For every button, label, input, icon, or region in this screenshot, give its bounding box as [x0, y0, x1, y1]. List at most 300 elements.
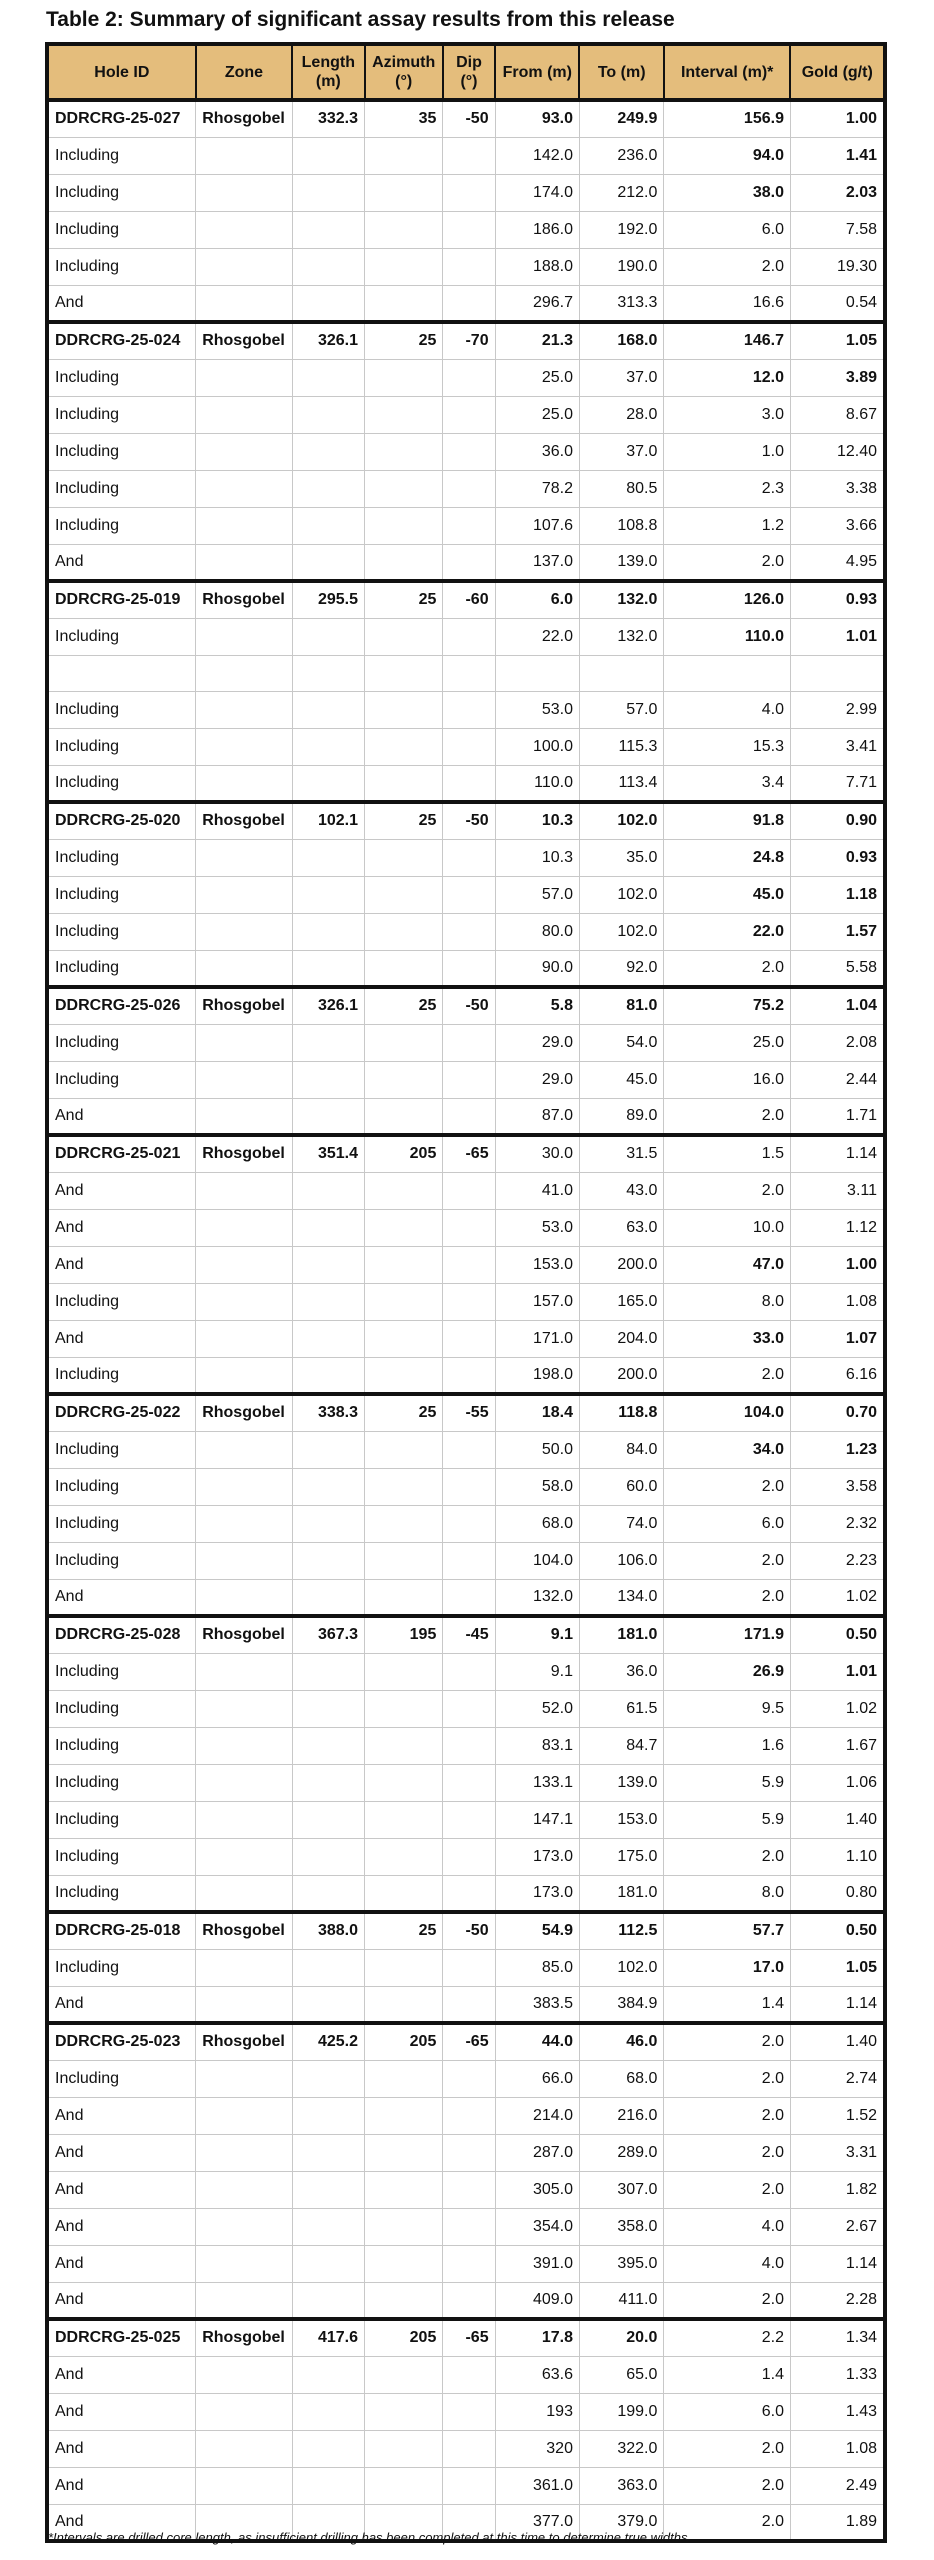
length-cell: [292, 1283, 364, 1320]
interval-cell: 22.0: [664, 913, 791, 950]
dip-cell: [443, 211, 495, 248]
gold-cell: 0.70: [790, 1394, 885, 1431]
to-cell: 249.9: [579, 100, 663, 137]
table-row-hole: [47, 987, 885, 1024]
row-label-cell: [47, 655, 196, 691]
row-label-cell: And: [47, 1579, 196, 1616]
length-cell: 326.1: [292, 322, 364, 359]
from-cell: 44.0: [495, 2023, 579, 2060]
interval-cell: 2.0: [664, 1098, 791, 1135]
dip-cell: [443, 2356, 495, 2393]
interval-cell: 34.0: [664, 1431, 791, 1468]
azimuth-cell: [365, 544, 443, 581]
table-row-sub-interval: [47, 174, 885, 211]
zone-cell: [196, 1838, 292, 1875]
dip-cell: [443, 1875, 495, 1912]
interval-cell: 94.0: [664, 137, 791, 174]
to-cell: 61.5: [579, 1690, 663, 1727]
interval-cell: 4.0: [664, 2245, 791, 2282]
from-cell: 6.0: [495, 581, 579, 618]
gold-cell: 19.30: [790, 248, 885, 285]
azimuth-cell: 205: [365, 2319, 443, 2356]
zone-cell: [196, 211, 292, 248]
zone-cell: [196, 765, 292, 802]
table-row-sub-interval: [47, 1838, 885, 1875]
dip-cell: [443, 174, 495, 211]
length-cell: [292, 2430, 364, 2467]
zone-cell: [196, 1801, 292, 1838]
from-cell: 174.0: [495, 174, 579, 211]
table-row-sub-interval: [47, 1357, 885, 1394]
azimuth-cell: [365, 1653, 443, 1690]
length-cell: [292, 285, 364, 322]
length-cell: [292, 2134, 364, 2171]
length-cell: [292, 211, 364, 248]
gold-cell: 3.38: [790, 470, 885, 507]
table-row-sub-interval: [47, 2171, 885, 2208]
dip-cell: [443, 1690, 495, 1727]
interval-cell: 2.0: [664, 2060, 791, 2097]
hole-id-cell: DDRCRG-25-025: [47, 2319, 196, 2356]
row-label-cell: Including: [47, 1061, 196, 1098]
interval-cell: 8.0: [664, 1875, 791, 1912]
zone-cell: Rhosgobel: [196, 581, 292, 618]
azimuth-cell: [365, 1024, 443, 1061]
table-row-hole: [47, 1912, 885, 1949]
gold-cell: [790, 655, 885, 691]
length-cell: [292, 1727, 364, 1764]
from-cell: 41.0: [495, 1172, 579, 1209]
zone-cell: [196, 728, 292, 765]
from-cell: 29.0: [495, 1024, 579, 1061]
dip-cell: [443, 618, 495, 655]
interval-cell: 171.9: [664, 1616, 791, 1653]
to-cell: 46.0: [579, 2023, 663, 2060]
dip-cell: [443, 1246, 495, 1283]
interval-cell: 146.7: [664, 322, 791, 359]
table-row-sub-interval: [47, 1875, 885, 1912]
interval-cell: 91.8: [664, 802, 791, 839]
gold-cell: 2.49: [790, 2467, 885, 2504]
hole-id-cell: DDRCRG-25-026: [47, 987, 196, 1024]
row-label-cell: And: [47, 2208, 196, 2245]
length-cell: [292, 1431, 364, 1468]
row-label-cell: Including: [47, 507, 196, 544]
gold-cell: 1.08: [790, 2430, 885, 2467]
dip-cell: [443, 1653, 495, 1690]
azimuth-cell: [365, 1098, 443, 1135]
gold-cell: 1.00: [790, 100, 885, 137]
azimuth-cell: [365, 137, 443, 174]
gold-cell: 1.02: [790, 1690, 885, 1727]
from-cell: 137.0: [495, 544, 579, 581]
azimuth-cell: 25: [365, 581, 443, 618]
from-cell: 57.0: [495, 876, 579, 913]
dip-cell: [443, 137, 495, 174]
length-cell: [292, 137, 364, 174]
interval-cell: 1.4: [664, 2356, 791, 2393]
zone-cell: [196, 1690, 292, 1727]
row-label-cell: Including: [47, 765, 196, 802]
from-cell: 10.3: [495, 802, 579, 839]
to-cell: 108.8: [579, 507, 663, 544]
table-header: [47, 44, 885, 100]
table-row-sub-interval: [47, 2060, 885, 2097]
dip-cell: [443, 1727, 495, 1764]
from-cell: 66.0: [495, 2060, 579, 2097]
table-row-sub-interval: [47, 655, 885, 691]
gold-cell: 0.93: [790, 581, 885, 618]
length-cell: [292, 950, 364, 987]
azimuth-cell: [365, 618, 443, 655]
length-cell: [292, 1653, 364, 1690]
azimuth-cell: [365, 1061, 443, 1098]
zone-cell: [196, 396, 292, 433]
gold-cell: 1.23: [790, 1431, 885, 1468]
from-cell: 93.0: [495, 100, 579, 137]
row-label-cell: And: [47, 2430, 196, 2467]
to-cell: 74.0: [579, 1505, 663, 1542]
row-label-cell: And: [47, 2282, 196, 2319]
interval-cell: 57.7: [664, 1912, 791, 1949]
table-row-sub-interval: [47, 1431, 885, 1468]
dip-cell: [443, 1949, 495, 1986]
row-label-cell: And: [47, 2393, 196, 2430]
dip-cell: [443, 359, 495, 396]
dip-cell: [443, 1320, 495, 1357]
gold-cell: 7.71: [790, 765, 885, 802]
to-cell: 395.0: [579, 2245, 663, 2282]
table-row-hole: [47, 802, 885, 839]
zone-cell: [196, 174, 292, 211]
interval-cell: 47.0: [664, 1246, 791, 1283]
from-cell: 10.3: [495, 839, 579, 876]
dip-cell: [443, 691, 495, 728]
interval-cell: 17.0: [664, 1949, 791, 1986]
to-cell: 192.0: [579, 211, 663, 248]
gold-cell: 1.67: [790, 1727, 885, 1764]
gold-cell: 1.18: [790, 876, 885, 913]
interval-cell: 15.3: [664, 728, 791, 765]
table-row-sub-interval: [47, 1246, 885, 1283]
to-cell: 68.0: [579, 2060, 663, 2097]
gold-cell: 2.99: [790, 691, 885, 728]
row-label-cell: Including: [47, 1542, 196, 1579]
gold-cell: 1.10: [790, 1838, 885, 1875]
zone-cell: [196, 2208, 292, 2245]
zone-cell: [196, 950, 292, 987]
to-cell: 31.5: [579, 1135, 663, 1172]
length-cell: 295.5: [292, 581, 364, 618]
row-label-cell: Including: [47, 728, 196, 765]
dip-cell: -50: [443, 987, 495, 1024]
gold-cell: 1.04: [790, 987, 885, 1024]
azimuth-cell: [365, 1986, 443, 2023]
gold-cell: 1.82: [790, 2171, 885, 2208]
from-cell: 186.0: [495, 211, 579, 248]
dip-cell: [443, 2171, 495, 2208]
gold-cell: 1.05: [790, 322, 885, 359]
zone-cell: [196, 2282, 292, 2319]
dip-cell: [443, 1431, 495, 1468]
row-label-cell: And: [47, 1209, 196, 1246]
table-row-sub-interval: [47, 1098, 885, 1135]
table-row-sub-interval: [47, 1468, 885, 1505]
from-cell: 25.0: [495, 359, 579, 396]
to-cell: 84.0: [579, 1431, 663, 1468]
interval-cell: 110.0: [664, 618, 791, 655]
interval-cell: 1.0: [664, 433, 791, 470]
gold-cell: 2.28: [790, 2282, 885, 2319]
length-cell: [292, 1542, 364, 1579]
dip-cell: [443, 2282, 495, 2319]
from-cell: 287.0: [495, 2134, 579, 2171]
azimuth-cell: [365, 765, 443, 802]
length-cell: [292, 2467, 364, 2504]
from-cell: 52.0: [495, 1690, 579, 1727]
to-cell: 212.0: [579, 174, 663, 211]
table-row-sub-interval: [47, 2467, 885, 2504]
table-row-sub-interval: [47, 1505, 885, 1542]
zone-cell: [196, 2430, 292, 2467]
hole-id-cell: DDRCRG-25-020: [47, 802, 196, 839]
length-cell: [292, 174, 364, 211]
gold-cell: 1.89: [790, 2504, 885, 2541]
zone-cell: Rhosgobel: [196, 987, 292, 1024]
azimuth-cell: [365, 876, 443, 913]
from-cell: 25.0: [495, 396, 579, 433]
gold-cell: 3.66: [790, 507, 885, 544]
row-label-cell: Including: [47, 1357, 196, 1394]
interval-cell: 26.9: [664, 1653, 791, 1690]
length-cell: [292, 728, 364, 765]
from-cell: 87.0: [495, 1098, 579, 1135]
table-body: [47, 100, 885, 2541]
table-row-hole: [47, 2319, 885, 2356]
row-label-cell: Including: [47, 470, 196, 507]
to-cell: 28.0: [579, 396, 663, 433]
length-cell: [292, 2208, 364, 2245]
azimuth-cell: [365, 2060, 443, 2097]
hole-id-cell: DDRCRG-25-027: [47, 100, 196, 137]
table-row-sub-interval: [47, 1172, 885, 1209]
row-label-cell: Including: [47, 1505, 196, 1542]
gold-cell: 7.58: [790, 211, 885, 248]
interval-cell: 2.0: [664, 248, 791, 285]
row-label-cell: Including: [47, 1949, 196, 1986]
gold-cell: 2.08: [790, 1024, 885, 1061]
row-label-cell: Including: [47, 839, 196, 876]
interval-cell: 2.0: [664, 950, 791, 987]
from-cell: 153.0: [495, 1246, 579, 1283]
table-row-sub-interval: [47, 544, 885, 581]
azimuth-cell: [365, 1320, 443, 1357]
row-label-cell: Including: [47, 618, 196, 655]
azimuth-cell: [365, 1542, 443, 1579]
azimuth-cell: [365, 396, 443, 433]
azimuth-cell: [365, 1505, 443, 1542]
from-cell: 354.0: [495, 2208, 579, 2245]
zone-cell: [196, 1024, 292, 1061]
gold-cell: 1.06: [790, 1764, 885, 1801]
from-cell: 104.0: [495, 1542, 579, 1579]
zone-cell: [196, 470, 292, 507]
to-cell: 60.0: [579, 1468, 663, 1505]
dip-cell: [443, 1764, 495, 1801]
dip-cell: [443, 433, 495, 470]
interval-cell: 33.0: [664, 1320, 791, 1357]
hole-id-cell: DDRCRG-25-024: [47, 322, 196, 359]
azimuth-cell: [365, 1357, 443, 1394]
interval-cell: 24.8: [664, 839, 791, 876]
length-cell: [292, 1986, 364, 2023]
to-cell: 139.0: [579, 544, 663, 581]
gold-cell: 2.67: [790, 2208, 885, 2245]
length-cell: 417.6: [292, 2319, 364, 2356]
table-row-sub-interval: [47, 2097, 885, 2134]
zone-cell: [196, 1468, 292, 1505]
zone-cell: [196, 1209, 292, 1246]
table-row-sub-interval: [47, 211, 885, 248]
from-cell: 90.0: [495, 950, 579, 987]
from-cell: 68.0: [495, 1505, 579, 1542]
table-row-sub-interval: [47, 1024, 885, 1061]
length-cell: [292, 359, 364, 396]
zone-cell: Rhosgobel: [196, 1616, 292, 1653]
length-cell: [292, 1320, 364, 1357]
interval-cell: 2.0: [664, 544, 791, 581]
interval-cell: 5.9: [664, 1801, 791, 1838]
gold-cell: 0.54: [790, 285, 885, 322]
header-from: From (m): [495, 44, 579, 100]
table-row-sub-interval: [47, 1579, 885, 1616]
row-label-cell: And: [47, 2171, 196, 2208]
to-cell: 190.0: [579, 248, 663, 285]
hole-id-cell: DDRCRG-25-021: [47, 1135, 196, 1172]
interval-cell: 2.0: [664, 2430, 791, 2467]
azimuth-cell: 35: [365, 100, 443, 137]
from-cell: 296.7: [495, 285, 579, 322]
length-cell: 351.4: [292, 1135, 364, 1172]
hole-id-cell: DDRCRG-25-028: [47, 1616, 196, 1653]
azimuth-cell: 205: [365, 1135, 443, 1172]
table-row-sub-interval: [47, 913, 885, 950]
azimuth-cell: [365, 1838, 443, 1875]
row-label-cell: Including: [47, 876, 196, 913]
gold-cell: 1.14: [790, 1986, 885, 2023]
dip-cell: [443, 655, 495, 691]
azimuth-cell: [365, 359, 443, 396]
zone-cell: [196, 1246, 292, 1283]
azimuth-cell: [365, 839, 443, 876]
zone-cell: [196, 2467, 292, 2504]
from-cell: 193: [495, 2393, 579, 2430]
dip-cell: [443, 1801, 495, 1838]
header-row: [47, 44, 885, 100]
to-cell: 35.0: [579, 839, 663, 876]
azimuth-cell: [365, 2430, 443, 2467]
row-label-cell: And: [47, 2467, 196, 2504]
length-cell: [292, 839, 364, 876]
table-row-sub-interval: [47, 728, 885, 765]
interval-cell: 45.0: [664, 876, 791, 913]
zone-cell: [196, 1098, 292, 1135]
table-row-sub-interval: [47, 1986, 885, 2023]
length-cell: [292, 1246, 364, 1283]
row-label-cell: Including: [47, 1431, 196, 1468]
table-row-hole: [47, 581, 885, 618]
to-cell: 89.0: [579, 1098, 663, 1135]
azimuth-cell: 25: [365, 987, 443, 1024]
azimuth-cell: [365, 285, 443, 322]
table-row-sub-interval: [47, 1727, 885, 1764]
table-row-sub-interval: [47, 1542, 885, 1579]
to-cell: 181.0: [579, 1616, 663, 1653]
interval-cell: 156.9: [664, 100, 791, 137]
gold-cell: 3.31: [790, 2134, 885, 2171]
zone-cell: [196, 1542, 292, 1579]
to-cell: [579, 655, 663, 691]
azimuth-cell: [365, 2393, 443, 2430]
length-cell: [292, 1357, 364, 1394]
zone-cell: [196, 1320, 292, 1357]
from-cell: 133.1: [495, 1764, 579, 1801]
row-label-cell: And: [47, 2504, 196, 2541]
from-cell: 214.0: [495, 2097, 579, 2134]
to-cell: 118.8: [579, 1394, 663, 1431]
dip-cell: -50: [443, 100, 495, 137]
length-cell: 425.2: [292, 2023, 364, 2060]
length-cell: [292, 1875, 364, 1912]
zone-cell: [196, 1579, 292, 1616]
length-cell: [292, 544, 364, 581]
from-cell: 110.0: [495, 765, 579, 802]
header-gold: Gold (g/t): [790, 44, 885, 100]
azimuth-cell: [365, 2134, 443, 2171]
zone-cell: [196, 1727, 292, 1764]
gold-cell: 1.14: [790, 1135, 885, 1172]
azimuth-cell: [365, 2208, 443, 2245]
gold-cell: 1.33: [790, 2356, 885, 2393]
from-cell: 132.0: [495, 1579, 579, 1616]
to-cell: 106.0: [579, 1542, 663, 1579]
interval-cell: 38.0: [664, 174, 791, 211]
zone-cell: [196, 248, 292, 285]
table-row-sub-interval: [47, 2134, 885, 2171]
length-cell: [292, 507, 364, 544]
row-label-cell: And: [47, 1098, 196, 1135]
dip-cell: [443, 1098, 495, 1135]
length-cell: [292, 1838, 364, 1875]
dip-cell: [443, 1357, 495, 1394]
hole-id-cell: DDRCRG-25-022: [47, 1394, 196, 1431]
length-cell: [292, 691, 364, 728]
interval-cell: 126.0: [664, 581, 791, 618]
table-row-sub-interval: [47, 1209, 885, 1246]
row-label-cell: And: [47, 2356, 196, 2393]
length-cell: [292, 470, 364, 507]
table-row-hole: [47, 100, 885, 137]
from-cell: 78.2: [495, 470, 579, 507]
from-cell: 147.1: [495, 1801, 579, 1838]
interval-cell: 12.0: [664, 359, 791, 396]
gold-cell: 3.58: [790, 1468, 885, 1505]
row-label-cell: Including: [47, 359, 196, 396]
gold-cell: 0.50: [790, 1616, 885, 1653]
from-cell: 58.0: [495, 1468, 579, 1505]
azimuth-cell: [365, 248, 443, 285]
to-cell: 43.0: [579, 1172, 663, 1209]
